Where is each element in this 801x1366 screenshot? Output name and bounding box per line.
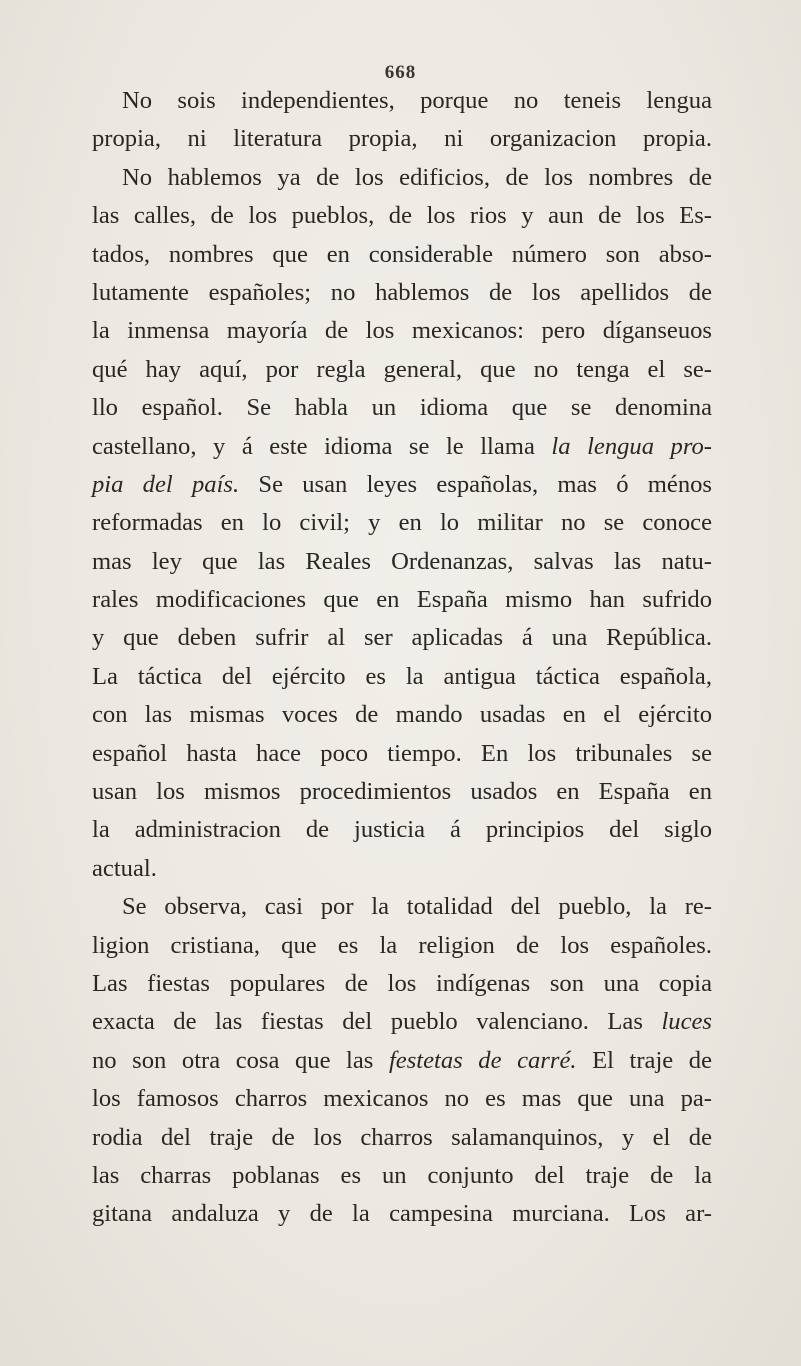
text-line xyxy=(92,312,712,350)
text-line xyxy=(92,658,712,696)
italic-phrase: la lengua pro- xyxy=(551,432,712,460)
line-segment: exacta de las fiestas del pueblo valenciano. Las xyxy=(92,1008,643,1036)
text-line xyxy=(92,1003,712,1041)
italic-phrase: luces xyxy=(661,1008,712,1036)
line-segment: La táctica del ejército es la antigua táctica española, xyxy=(92,662,712,690)
text-line xyxy=(92,735,712,773)
text-line xyxy=(92,581,712,619)
text-line xyxy=(92,351,712,389)
body-text xyxy=(92,82,712,1234)
line-segment: usan los mismos procedimientos usados en España en xyxy=(92,778,712,806)
line-segment: El traje de xyxy=(592,1046,712,1074)
text-line xyxy=(92,159,712,197)
text-line xyxy=(92,773,712,811)
line-segment: No hablemos ya de los edificios, de los nombres de xyxy=(122,163,712,191)
line-segment: mas ley que las Reales Ordenanzas, salvas las natu- xyxy=(92,547,712,575)
line-segment: español hasta hace poco tiempo. En los tribunales se xyxy=(92,739,712,767)
text-line xyxy=(92,1080,712,1118)
line-segment: no son otra cosa que las xyxy=(92,1046,374,1074)
line-segment: Se usan leyes españolas, mas ó ménos xyxy=(258,470,712,498)
line-segment: gitana andaluza y de la campesina murciana. Los ar- xyxy=(92,1200,712,1228)
text-line xyxy=(92,965,712,1003)
text-line xyxy=(92,389,712,427)
line-segment: castellano, y á este idioma se le llama xyxy=(92,432,535,460)
line-segment: los famosos charros mexicanos no es mas que una pa- xyxy=(92,1085,712,1113)
italic-phrase: pia del país. xyxy=(92,470,240,498)
line-segment: rales modificaciones que en España mismo han sufrido xyxy=(92,586,712,614)
text-line xyxy=(92,428,712,466)
line-segment: las charras poblanas es un conjunto del traje de la xyxy=(92,1161,712,1189)
text-line xyxy=(92,1195,712,1233)
text-line xyxy=(92,466,712,504)
line-segment: reformadas en lo civil; y en lo militar no se conoce xyxy=(92,509,712,537)
line-segment: No sois independientes, porque no teneis lengua xyxy=(122,87,712,114)
line-segment: llo español. Se habla un idioma que se denomina xyxy=(92,394,712,422)
line-segment: tados, nombres que en considerable número son abso- xyxy=(92,240,712,268)
line-segment: Se observa, casi por la totalidad del pueblo, la re- xyxy=(122,893,712,921)
line-segment: ligion cristiana, que es la religion de los españoles. xyxy=(92,931,712,959)
line-segment: la administracion de justicia á principios del siglo xyxy=(92,816,712,844)
line-segment: Las fiestas populares de los indígenas son una copia xyxy=(92,969,712,997)
line-segment: rodia del traje de los charros salamanquinos, y el de xyxy=(92,1123,712,1151)
text-line xyxy=(92,1157,712,1195)
text-line xyxy=(92,82,712,120)
text-line xyxy=(92,811,712,849)
line-segment: con las mismas voces de mando usadas en el ejército xyxy=(92,701,712,729)
line-segment: las calles, de los pueblos, de los rios y aun de los Es- xyxy=(92,202,712,230)
text-line xyxy=(92,888,712,926)
text-line xyxy=(92,543,712,581)
text-line xyxy=(92,850,712,888)
line-segment: y que deben sufrir al ser aplicadas á una República. xyxy=(92,624,712,652)
text-line xyxy=(92,696,712,734)
text-line xyxy=(92,120,712,158)
text-line xyxy=(92,927,712,965)
line-segment: actual. xyxy=(92,854,157,882)
page-number: 668 xyxy=(384,62,417,83)
text-line xyxy=(92,504,712,542)
line-segment: propia, ni literatura propia, ni organizacion propia. xyxy=(92,125,712,153)
line-segment: qué hay aquí, por regla general, que no tenga el se- xyxy=(92,355,712,383)
text-line xyxy=(92,619,712,657)
text-line xyxy=(92,236,712,274)
text-line xyxy=(92,197,712,235)
text-line xyxy=(92,1042,712,1080)
text-line xyxy=(92,1119,712,1157)
line-segment: lutamente españoles; no hablemos de los apellidos de xyxy=(92,278,712,306)
text-line xyxy=(92,274,712,312)
italic-phrase: festetas de carré. xyxy=(388,1046,577,1074)
line-segment: la inmensa mayoría de los mexicanos: pero díganseuos xyxy=(92,317,712,345)
